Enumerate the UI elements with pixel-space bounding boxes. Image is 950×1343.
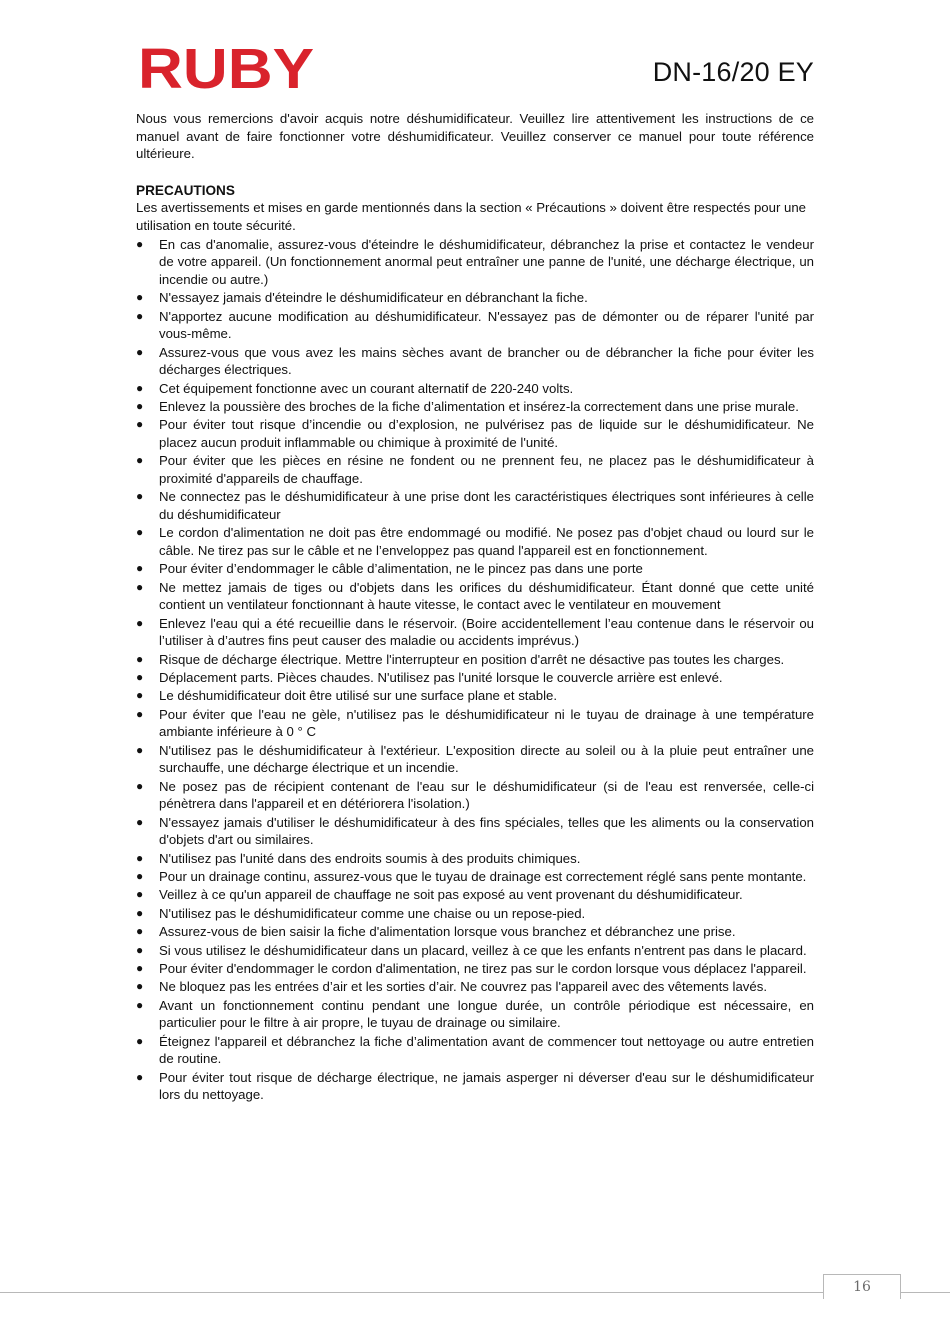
precaution-item [136, 308, 814, 343]
precaution-item [136, 344, 814, 379]
precaution-item [136, 1069, 814, 1104]
bullet-icon: ● [136, 706, 144, 721]
precaution-item [136, 814, 814, 849]
intro-paragraph: Nous vous remercions d'avoir acquis notre déshumidificateur. Veuillez lire attentivement les instructions de ce manuel avant de faire fonctionner votre déshumidificateur. Veuillez conserver ce manuel pour toute référence ultérieure. [136, 111, 814, 162]
precaution-text: Pour éviter d'endommager le cordon d'alimentation, ne tirez pas sur le cordon lorsque vous déplacez l'appareil. [159, 961, 807, 977]
precaution-text: Enlevez l'eau qui a été recueillie dans le réservoir. (Boire accidentellement l’eau contenue dans le réservoir ou l’utiliser à d’autres fins peut causer des maladie ou accidents imprévus.) [159, 615, 814, 649]
precaution-text: Le cordon d'alimentation ne doit pas être endommagé ou modifié. Ne posez pas d'objet chaud ou lourd sur le câble. Ne tirez pas sur le câble et ne l’enveloppez pas quand l'appareil est en fonctionnement. [159, 525, 814, 558]
bullet-icon: ● [136, 942, 144, 957]
bullet-icon: ● [136, 308, 144, 323]
precaution-item [136, 488, 814, 523]
precaution-item [136, 669, 814, 687]
precaution-item [136, 289, 814, 307]
precaution-item [136, 960, 814, 978]
bullet-icon: ● [136, 489, 144, 504]
precaution-item [136, 997, 814, 1032]
bullet-icon: ● [136, 417, 144, 432]
bullet-icon: ● [136, 905, 144, 920]
precaution-text: Risque de décharge électrique. Mettre l'interrupteur en position d'arrêt ne désactive pas toutes les charges. [159, 651, 785, 667]
precaution-item [136, 651, 814, 669]
precaution-item [136, 687, 814, 705]
precaution-text: Pour éviter tout risque d’incendie ou d’explosion, ne pulvérisez pas de liquide sur le déshumidificateur. Ne placez aucun produit inflammable ou chimique à proximité de l'unité. [159, 417, 814, 450]
bullet-icon: ● [136, 1069, 144, 1084]
footer-divider [0, 1292, 950, 1293]
precaution-text: Avant un fonctionnement continu pendant une longue durée, un contrôle périodique est nécessaire, en particulier pour le filtre à air propre, le tuyau de drainage ou similaire. [159, 997, 814, 1031]
precaution-text: Déplacement parts. Pièces chaudes. N'utilisez pas l'unité lorsque le couvercle arrière est enlevé. [159, 669, 723, 685]
bullet-icon: ● [136, 615, 144, 630]
precaution-text: N'utilisez pas l'unité dans des endroits soumis à des produits chimiques. [159, 850, 581, 866]
precaution-item [136, 942, 814, 960]
precaution-item [136, 416, 814, 451]
precaution-item [136, 923, 814, 941]
precaution-item [136, 615, 814, 650]
precaution-item [136, 886, 814, 904]
precaution-item [136, 579, 814, 614]
precaution-item [136, 905, 814, 923]
bullet-icon: ● [136, 453, 144, 468]
ruby-logo [138, 43, 314, 91]
bullet-icon: ● [136, 380, 144, 395]
precaution-text: Pour éviter tout risque de décharge électrique, ne jamais asperger ni déverser d'eau sur le déshumidificateur lors du nettoyage. [159, 1069, 814, 1103]
precaution-text: Ne posez pas de récipient contenant de l'eau sur le déshumidificateur (si de l'eau est renversée, celle-ci pénètrera dans l'appareil et en détériorera l'isolation.) [159, 778, 814, 812]
bullet-icon: ● [136, 961, 144, 976]
precaution-item [136, 778, 814, 813]
bullet-icon: ● [136, 561, 144, 576]
ruby-logo-text: RUBY [138, 43, 314, 91]
bullet-icon: ● [136, 525, 144, 540]
bullet-icon: ● [136, 850, 144, 865]
precaution-text: Pour éviter que les pièces en résine ne fondent ou ne prennent feu, ne placez pas le déshumidificateur à proximité d'appareils de chauffage. [159, 453, 814, 486]
precaution-item [136, 380, 814, 398]
precaution-item [136, 868, 814, 886]
precaution-text: Pour éviter d’endommager le câble d’alimentation, ne le pincez pas dans une porte [159, 561, 643, 577]
bullet-icon: ● [136, 887, 144, 902]
precaution-item [136, 742, 814, 777]
precaution-text: Si vous utilisez le déshumidificateur dans un placard, veillez à ce que les enfants n'entrent pas dans le placard. [159, 942, 807, 958]
bullet-icon: ● [136, 742, 144, 757]
model-number: DN-16/20 EY [652, 57, 814, 87]
bullet-icon: ● [136, 669, 144, 684]
precaution-item [136, 978, 814, 996]
bullet-icon: ● [136, 997, 144, 1012]
bullet-icon: ● [136, 579, 144, 594]
precautions-lead: Les avertissements et mises en garde mentionnés dans la section « Précautions » doivent être respectés pour une utilisation en toute sécurité. [136, 200, 807, 233]
precaution-text: Pour éviter que l'eau ne gèle, n'utilisez pas le déshumidificateur ni le tuyau de drainage à une température ambiante inférieure à 0 ° C [159, 706, 814, 740]
bullet-icon: ● [136, 869, 144, 884]
page-number: 16 [823, 1274, 901, 1299]
precaution-text: Enlevez la poussière des broches de la fiche d’alimentation et insérez-la correctement dans une prise murale. [159, 398, 799, 414]
precaution-text: N'utilisez pas le déshumidificateur comme une chaise ou un repose-pied. [159, 905, 586, 921]
bullet-icon: ● [136, 979, 144, 994]
bullet-icon: ● [136, 814, 144, 829]
bullet-icon: ● [136, 924, 144, 939]
precaution-text: Ne mettez jamais de tiges ou d'objets dans les orifices du déshumidificateur. Étant donné que cette unité contient un ventilateur fonctionnant à haute vitesse, le contact avec le ventilateur en mouvement [159, 579, 814, 613]
bullet-icon: ● [136, 236, 144, 251]
bullet-icon: ● [136, 290, 144, 305]
precaution-item [136, 560, 814, 578]
precaution-text: N'essayez jamais d'éteindre le déshumidificateur en débranchant la fiche. [159, 290, 588, 306]
precaution-text: N'apportez aucune modification au déshumidificateur. N'essayez pas de démonter ou de réparer l'unité par vous-même. [159, 308, 814, 342]
bullet-icon: ● [136, 344, 144, 359]
precaution-item [136, 850, 814, 868]
precaution-item [136, 236, 814, 289]
precaution-text: Ne bloquez pas les entrées d’air et les sorties d’air. Ne couvrez pas l'appareil avec des vêtements lavés. [159, 979, 767, 995]
bullet-icon: ● [136, 778, 144, 793]
precaution-text: Assurez-vous que vous avez les mains sèches avant de brancher ou de débrancher la fiche pour éviter les décharges électriques. [159, 344, 814, 378]
precaution-item [136, 1033, 814, 1068]
precaution-text: Veillez à ce qu'un appareil de chauffage ne soit pas exposé au vent provenant du déshumidificateur. [159, 887, 743, 903]
precautions-heading: PRECAUTIONS [136, 182, 235, 198]
precautions-list [136, 236, 814, 1104]
precaution-text: Assurez-vous de bien saisir la fiche d'alimentation lorsque vous branchez et débranchez une prise. [159, 924, 736, 940]
precaution-text: N'essayez jamais d'utiliser le déshumidificateur à des fins spéciales, telles que les aliments ou la conservation d'objets d'art ou similaires. [159, 814, 814, 848]
precaution-text: Ne connectez pas le déshumidificateur à une prise dont les caractéristiques électriques sont inférieures à celle du déshumidificateur [159, 489, 814, 522]
bullet-icon: ● [136, 398, 144, 413]
bullet-icon: ● [136, 1033, 144, 1048]
precaution-text: Pour un drainage continu, assurez-vous que le tuyau de drainage est correctement réglé sans pente montante. [159, 869, 807, 885]
precaution-text: N'utilisez pas le déshumidificateur à l'extérieur. L'exposition directe au soleil ou à la pluie peut entraîner une surchauffe, une décharge électrique et un incendie. [159, 742, 814, 776]
bullet-icon: ● [136, 651, 144, 666]
precaution-text: Éteignez l'appareil et débranchez la fiche d’alimentation avant de commencer tout nettoyage ou autre entretien de routine. [159, 1033, 814, 1067]
precaution-item [136, 524, 814, 559]
precaution-item [136, 706, 814, 741]
precaution-text: En cas d'anomalie, assurez-vous d'éteindre le déshumidificateur, débranchez la prise et contactez le vendeur de votre appareil. (Un fonctionnement anormal peut entraîner une panne de l'unité, une décharge électrique, un incendie ou autre.) [159, 236, 814, 287]
precaution-text: Le déshumidificateur doit être utilisé sur une surface plane et stable. [159, 688, 558, 704]
precaution-item [136, 452, 814, 487]
bullet-icon: ● [136, 688, 144, 703]
precaution-text: Cet équipement fonctionne avec un courant alternatif de 220-240 volts. [159, 380, 574, 396]
precaution-item [136, 398, 814, 416]
document-body [136, 110, 814, 1105]
